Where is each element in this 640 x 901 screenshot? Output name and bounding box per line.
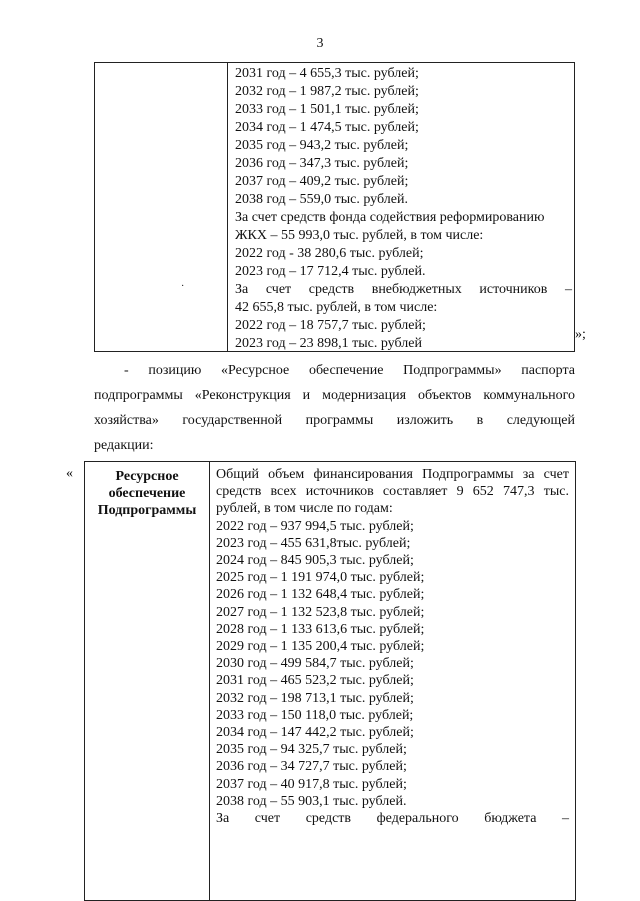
funding-line: За счет средств фонда содействия реформированию bbox=[235, 210, 545, 225]
funding-line: 2022 год - 38 280,6 тыс. рублей; bbox=[235, 246, 424, 261]
closing-quote: »; bbox=[575, 327, 586, 342]
funding-line: 2035 год – 943,2 тыс. рублей; bbox=[235, 138, 409, 153]
funding-line: 2034 год – 1 474,5 тыс. рублей; bbox=[235, 120, 419, 135]
resource-line: 2033 год – 150 118,0 тыс. рублей; bbox=[216, 707, 414, 723]
funding-line: 2033 год – 1 501,1 тыс. рублей; bbox=[235, 102, 419, 117]
opening-quote: « bbox=[66, 466, 73, 481]
row-header-line: Ресурсное bbox=[115, 469, 179, 484]
resource-table bbox=[84, 461, 576, 901]
paragraph-line: подпрограммы «Реконструкция и модернизация объектов коммунального bbox=[94, 388, 575, 403]
funding-line: 2023 год – 23 898,1 тыс. рублей bbox=[235, 336, 422, 351]
scan-speck: · bbox=[181, 281, 185, 292]
resource-text bbox=[216, 466, 569, 827]
resource-line: 2023 год – 455 631,8тыс. рублей; bbox=[216, 535, 411, 551]
column-divider bbox=[227, 63, 228, 351]
resource-line: 2026 год – 1 132 648,4 тыс. рублей; bbox=[216, 587, 425, 603]
resource-line: 2037 год – 40 917,8 тыс. рублей; bbox=[216, 776, 407, 792]
row-header bbox=[91, 468, 203, 519]
funding-text bbox=[235, 65, 572, 353]
resource-line: За счет средств федерального бюджета – bbox=[216, 811, 569, 827]
resource-line: 2031 год – 465 523,2 тыс. рублей; bbox=[216, 673, 414, 689]
funding-line: 2038 год – 559,0 тыс. рублей. bbox=[235, 192, 408, 207]
row-header-line: обеспечение bbox=[108, 486, 186, 501]
column-divider bbox=[209, 462, 210, 900]
page-number: 3 bbox=[316, 36, 324, 51]
resource-line: 2027 год – 1 132 523,8 тыс. рублей; bbox=[216, 604, 425, 620]
resource-line: 2034 год – 147 442,2 тыс. рублей; bbox=[216, 725, 414, 741]
row-header-line: Подпрограммы bbox=[97, 503, 197, 518]
resource-line: 2029 год – 1 135 200,4 тыс. рублей; bbox=[216, 639, 425, 655]
resource-line: 2038 год – 55 903,1 тыс. рублей. bbox=[216, 793, 407, 809]
amendment-paragraph bbox=[94, 358, 575, 458]
funding-line: ЖКХ – 55 993,0 тыс. рублей, в том числе: bbox=[235, 228, 484, 243]
funding-line: 2037 год – 409,2 тыс. рублей; bbox=[235, 174, 409, 189]
resource-line: 2032 год – 198 713,1 тыс. рублей; bbox=[216, 690, 414, 706]
resource-line: 2022 год – 937 994,5 тыс. рублей; bbox=[216, 518, 414, 534]
resource-line: 2035 год – 94 325,7 тыс. рублей; bbox=[216, 742, 407, 758]
funding-table-continued bbox=[94, 62, 575, 352]
resource-line: 2036 год – 34 727,7 тыс. рублей; bbox=[216, 759, 407, 775]
funding-line: 2036 год – 347,3 тыс. рублей; bbox=[235, 156, 409, 171]
funding-line: 2023 год – 17 712,4 тыс. рублей. bbox=[235, 264, 426, 279]
resource-line: рублей, в том числе по годам: bbox=[216, 501, 393, 517]
paragraph-line: редакции: bbox=[94, 438, 154, 453]
paragraph-line: хозяйства» государственной программы изложить в следующей bbox=[94, 413, 575, 428]
resource-line: 2025 год – 1 191 974,0 тыс. рублей; bbox=[216, 570, 425, 586]
paragraph-line: - позицию «Ресурсное обеспечение Подпрограммы» паспорта bbox=[124, 363, 575, 378]
funding-line: 2031 год – 4 655,3 тыс. рублей; bbox=[235, 66, 419, 81]
funding-line: 2022 год – 18 757,7 тыс. рублей; bbox=[235, 318, 426, 333]
funding-line: 2032 год – 1 987,2 тыс. рублей; bbox=[235, 84, 419, 99]
funding-line: За счет средств внебюджетных источников – bbox=[235, 282, 572, 297]
resource-line: 2028 год – 1 133 613,6 тыс. рублей; bbox=[216, 621, 425, 637]
resource-line: 2030 год – 499 584,7 тыс. рублей; bbox=[216, 656, 414, 672]
resource-line: Общий объем финансирования Подпрограммы за счет bbox=[216, 467, 569, 482]
resource-line: 2024 год – 845 905,3 тыс. рублей; bbox=[216, 553, 414, 569]
funding-line: 42 655,8 тыс. рублей, в том числе: bbox=[235, 300, 438, 315]
resource-line: средств всех источников составляет 9 652 747,3 тыс. bbox=[216, 484, 569, 500]
